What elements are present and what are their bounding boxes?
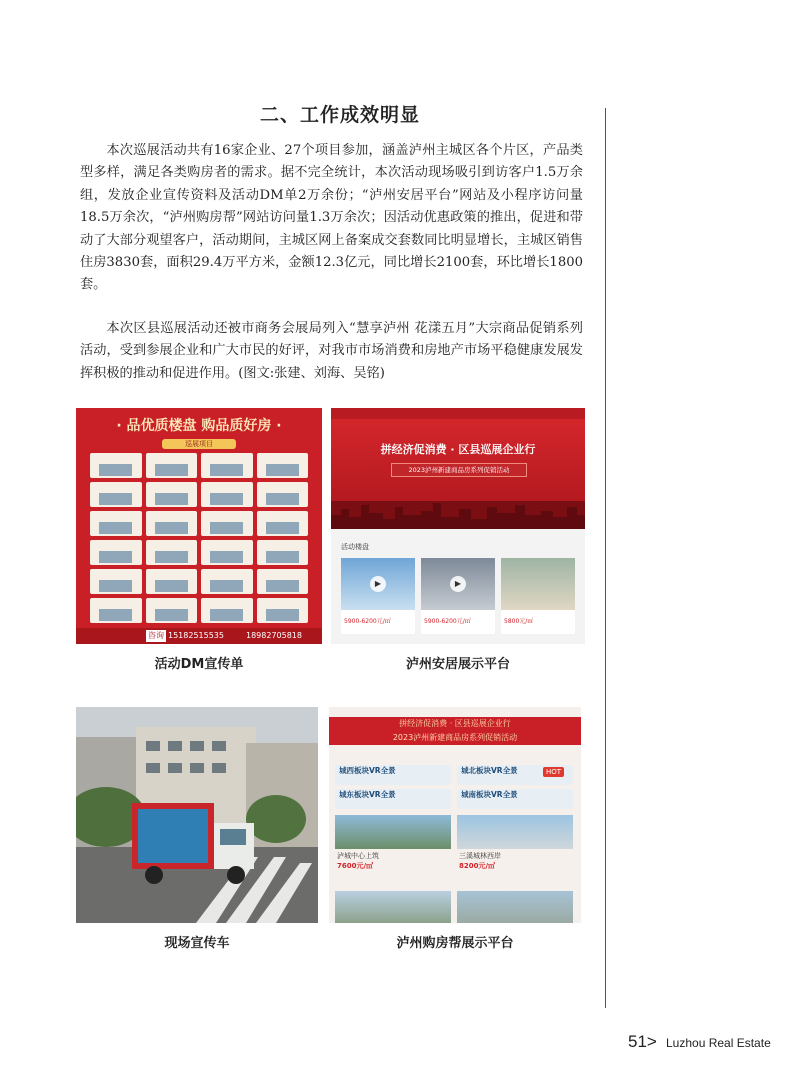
section-title: 活动楼盘 bbox=[341, 543, 369, 551]
vr-block-west[interactable]: 城西板块VR全景 bbox=[335, 765, 451, 785]
project-tile bbox=[90, 511, 142, 536]
project-tile bbox=[90, 482, 142, 507]
hero-title: 拼经济促消费 · 区县巡展企业行 bbox=[380, 443, 536, 456]
project-tile bbox=[201, 569, 253, 594]
listing-photo bbox=[457, 815, 573, 849]
project-tile bbox=[90, 598, 142, 623]
paragraph-recognition: 本次区县巡展活动还被市商务会展局列入“慧享泸州 花漾五月”大宗商品促销系列活动，受到参展企业和广大市民的好评，对我市市场消费和房地产市场平稳健康发展发挥积极的推动和促进作用。(图文:张建、刘海、吴铭) bbox=[80, 321, 583, 381]
project-tile bbox=[90, 540, 142, 565]
site-navbar bbox=[331, 408, 585, 419]
skyline-graphic bbox=[331, 501, 585, 529]
vr-block-east[interactable]: 城东板块VR全景 bbox=[335, 789, 451, 809]
listing-price: 8200元/㎡ bbox=[459, 862, 496, 870]
listing-name: 泸城中心上筑 bbox=[337, 852, 379, 860]
flyer-subtitle: 巡展项目 bbox=[162, 439, 236, 449]
phone-tag: 咨询 bbox=[148, 631, 164, 640]
goufangbang-screenshot bbox=[329, 707, 581, 923]
project-tile bbox=[257, 569, 309, 594]
promo-subtitle: 2023泸州新建商品房系列促销活动 bbox=[392, 733, 518, 742]
project-tile bbox=[257, 511, 309, 536]
caption-dm-flyer: 活动DM宣传单 bbox=[154, 657, 244, 672]
promo-truck-photo bbox=[76, 707, 318, 923]
project-tile bbox=[257, 453, 309, 478]
listing-card bbox=[421, 558, 495, 634]
street-scene bbox=[76, 707, 318, 923]
project-tile bbox=[201, 453, 253, 478]
flyer-footer bbox=[76, 628, 322, 644]
project-tile bbox=[146, 482, 198, 507]
vr-block-south[interactable]: 城南板块VR全景 bbox=[457, 789, 573, 809]
project-tile bbox=[201, 482, 253, 507]
paragraph-results: 本次巡展活动共有16家企业、27个项目参加，涵盖泸州主城区各个片区，产品类型多样，满足各类购房者的需求。据不完全统计，本次活动现场吸引到访客户1.5万余组，发放企业宣传资料及活动DM单2万余份；“泸州安居平台”网站及小程序访问量18.5万余次，“泸州购房帮”网站访问量1.3万余次；因活动优惠政策的推出，促进和带动了大部分观望客户，活动期间，主城区网上备案成交套数同比明显增长，主城区销售住房3830套，面积29.4万平方米，金额12.3亿元，同比增长2100套，环比增长1800套。 bbox=[80, 143, 583, 293]
play-icon: ▶ bbox=[450, 576, 466, 592]
hot-badge: HOT bbox=[543, 767, 564, 777]
listing-card bbox=[501, 558, 575, 634]
caption-anju-platform: 泸州安居展示平台 bbox=[405, 657, 510, 672]
project-tile bbox=[146, 598, 198, 623]
project-tile bbox=[257, 598, 309, 623]
listing-photo bbox=[335, 815, 451, 849]
listing-card bbox=[341, 558, 415, 634]
project-tile bbox=[201, 511, 253, 536]
project-tile bbox=[146, 511, 198, 536]
project-tile bbox=[257, 482, 309, 507]
phone-number: 15182515535 bbox=[168, 631, 224, 640]
listing-photo bbox=[457, 891, 573, 923]
listing-price: 5800元/㎡ bbox=[504, 618, 534, 625]
listing-photo bbox=[501, 558, 575, 610]
listing-name: 三溪城林西岸 bbox=[459, 852, 501, 860]
listing-price: 5900-6200元/㎡ bbox=[344, 618, 391, 625]
hero-subtitle: 2023泸州新建商品房系列促销活动 bbox=[391, 463, 527, 477]
project-tile bbox=[257, 540, 309, 565]
listing-price: 7600元/㎡ bbox=[337, 862, 374, 870]
caption-truck: 现场宣传车 bbox=[164, 936, 230, 951]
project-tile bbox=[146, 453, 198, 478]
listing-price: 5900-6200元/㎡ bbox=[424, 618, 471, 625]
section-heading: 二、工作成效明显 bbox=[259, 104, 420, 126]
promo-header bbox=[329, 717, 581, 745]
play-icon: ▶ bbox=[370, 576, 386, 592]
column-divider bbox=[605, 108, 606, 1008]
project-tile bbox=[146, 569, 198, 594]
phone-number: 18982705818 bbox=[246, 631, 302, 640]
project-tile bbox=[90, 569, 142, 594]
page-number: 51> bbox=[628, 1032, 657, 1051]
promo-title: 拼经济促消费 · 区县巡展企业行 bbox=[399, 719, 511, 728]
project-tile bbox=[201, 598, 253, 623]
dm-flyer-image bbox=[76, 408, 322, 644]
magazine-name: Luzhou Real Estate bbox=[666, 1036, 771, 1050]
vr-block-north[interactable]: 城北板块VR全景 bbox=[457, 765, 573, 785]
project-tile bbox=[90, 453, 142, 478]
flyer-banner: · 品优质楼盘 购品质好房 · bbox=[116, 418, 282, 434]
project-tile bbox=[146, 540, 198, 565]
project-grid bbox=[90, 453, 308, 623]
caption-goufangbang: 泸州购房帮展示平台 bbox=[396, 936, 514, 951]
hero-banner bbox=[331, 419, 585, 529]
project-tile bbox=[201, 540, 253, 565]
listing-photo bbox=[335, 891, 451, 923]
anju-platform-screenshot bbox=[331, 408, 585, 644]
